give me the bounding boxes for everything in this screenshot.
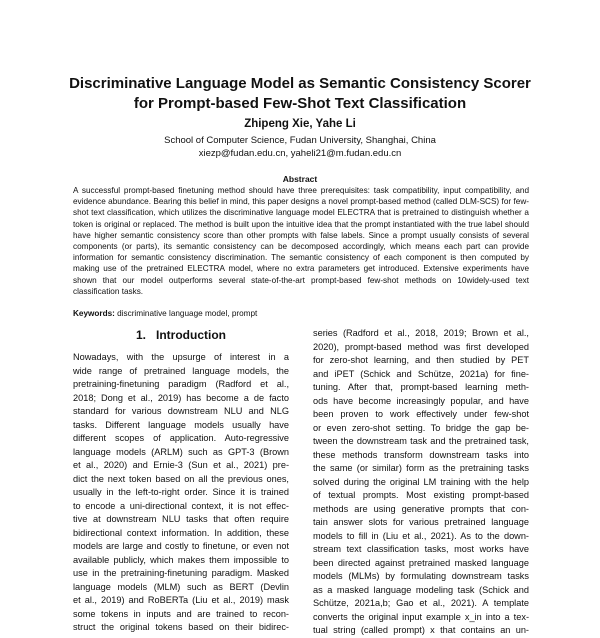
body-line: as a masked language modeling task (Schick and [313, 584, 529, 595]
body-line: Schütze, 2021a,b; Gao et al., 2021). A template [313, 598, 529, 608]
keywords [73, 308, 529, 319]
body-line: some tokens in inputs and are trained to recon- [73, 608, 289, 619]
keywords-text: discriminative language model, prompt [117, 309, 258, 318]
body-line: the same (or similar) form as the pretraining tasks [313, 463, 529, 473]
body-line: usually in the left-to-right order. Since it is trained [73, 487, 289, 497]
body-line: these methods transform downstream tasks into [313, 449, 529, 460]
body-line: been directed against pretrained masked language [313, 557, 529, 568]
body-line: methods are using generative prompts that con- [313, 503, 529, 514]
paper-title-line-2: for Prompt-based Few-Shot Text Classification [133, 95, 467, 112]
body-line: 2020), prompt-based method was first developed [313, 341, 529, 352]
affiliation: School of Computer Science, Fudan University, Shanghai, China [164, 135, 436, 146]
body-line: or even zero-shot setting. To bridge the gap be- [313, 422, 529, 433]
body-line: solved during the original LM training with the help [313, 476, 529, 487]
body-line: pretraining-finetuning paradigm (Radford et al., [73, 379, 289, 389]
section-heading-introduction [73, 328, 289, 342]
body-line: dict the next token based on all the previous ones, [73, 473, 289, 484]
body-line: 2018; Dong et al., 2019) has become a de facto [73, 392, 289, 403]
abstract-heading: Abstract [282, 174, 318, 184]
body-line: and iPET (Schick and Schütze, 2021a) for fine- [313, 368, 529, 379]
body-line: et al., 2019) and RoBERTa (Liu et al., 2019) mask [73, 595, 289, 605]
author-emails: xiezp@fudan.edu.cn, yaheli21@m.fudan.edu.cn [198, 148, 402, 159]
abstract-text: A successful prompt-based finetuning method should have three prerequisites: task compatibility, input compatibility, and evidence abundance. Bearing this belief in mind, this paper designs a novel prompt-based method (called DLM-SCS) for few-shot text classification, which utilizes the discriminative language model ELECTRA that is pretrained to distinguish whether a token is original or replaced. The method is built upon the intuitive idea that the prompt instantiated with the true label should have higher semantic consistency score than other prompts with false labels. Since a prompt usually consists of several components (or parts), its semantic consistency can be decomposed accordingly, which means each part can provide information for semantic consistency discrimination. The semantic consistency of each component is then computed by making use of the pretrained ELECTRA model, where no extra parameters get introduced. Extensive experiments have shown that our model outperforms several state-of-the-art prompt-based few-shot methods on 10widely-used text classification tasks. [73, 186, 529, 296]
body-line: standard for various downstream NLU and NLG [73, 406, 289, 416]
body-line: of textual prompts. Most existing prompt-based [313, 490, 529, 500]
body-line: et al., 2020) and Ernie-3 (Sun et al., 2021) pre- [73, 460, 289, 470]
right-column [313, 327, 529, 638]
body-line: tasks. Different language models usually have [73, 419, 289, 430]
body-line: language models (ARLM) such as GPT-3 (Brown [73, 446, 289, 457]
body-line: been proven to work effectively under few-shot [313, 409, 529, 419]
body-line: to encode a uni-directional context, it is not effec- [73, 500, 289, 511]
body-line: stream text classification tasks, most works have [313, 544, 529, 554]
left-column [73, 351, 289, 635]
body-line: struct the original tokens based on their bidirec- [73, 622, 289, 632]
body-line: tween the downstream task and the pretrained task, [313, 436, 529, 446]
body-line: available publicly, which makes them impossible to [73, 554, 289, 565]
paper-title [40, 74, 560, 114]
body-line: tual string (called prompt) x that contains an un- [313, 625, 529, 635]
body-line: wide range of pretrained language models, the [73, 365, 289, 376]
body-line: models to fill in (Liu et al., 2021). As to the down- [313, 530, 529, 541]
body-line: series (Radford et al., 2018, 2019; Brown et al., [313, 328, 529, 338]
body-line: for zero-shot learning, and then studied by PET [313, 355, 529, 365]
body-line: bidirectional context information. In addition, these [73, 527, 289, 538]
paper-title-line-1: Discriminative Language Model as Semantic Consistency Scorer [69, 75, 531, 92]
body-line: ods have become increasingly popular, and have [313, 395, 529, 406]
body-line: language models (MLM) such as BERT (Devlin [73, 581, 289, 592]
body-line: tuning. After that, prompt-based learning meth- [313, 382, 529, 392]
body-line: tain answer slots for various pretrained language [313, 517, 529, 527]
body-line: tive at downstream NLU tasks that often require [73, 514, 289, 524]
body-line: use in the pretraining-finetuning paradigm. Masked [73, 568, 289, 578]
body-line: Nowadays, with the upsurge of interest in a [73, 352, 289, 362]
section-number: 1. [135, 328, 146, 342]
body-line: converts the original input example x_in into a tex- [313, 611, 529, 622]
body-line: models are large and costly to finetune, or even not [73, 541, 289, 551]
author-affiliation-block [40, 134, 560, 160]
author-names: Zhipeng Xie, Yahe Li [244, 118, 356, 130]
body-line: different scopes of application. Auto-regressive [73, 433, 289, 443]
keywords-label: Keywords: [73, 309, 115, 318]
body-line: models (MLMs) by formulating downstream tasks [313, 571, 529, 581]
section-title: Introduction [156, 328, 226, 342]
